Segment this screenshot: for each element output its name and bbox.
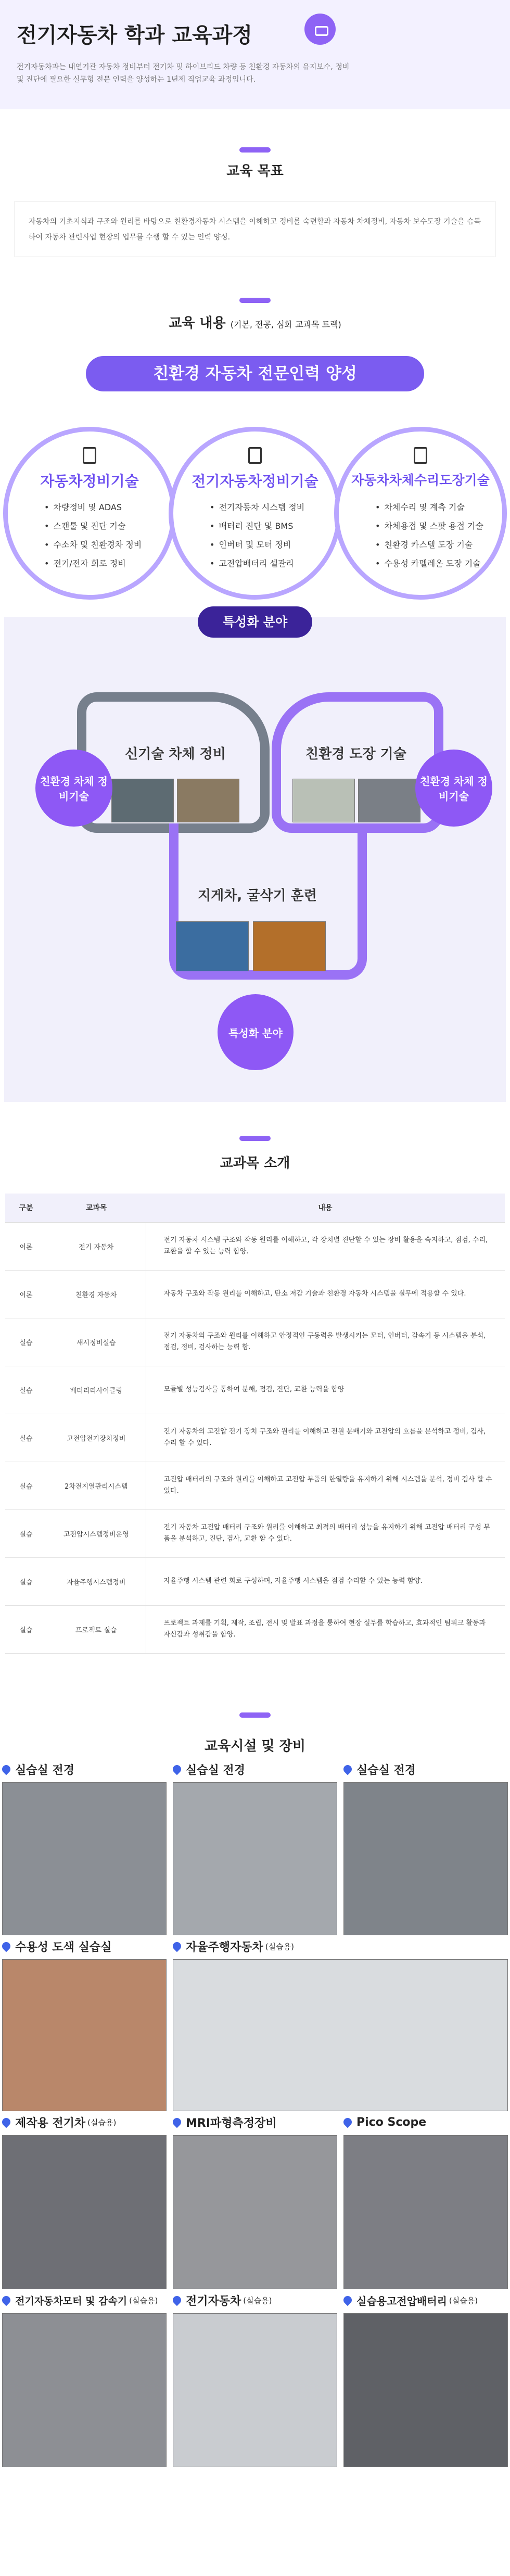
facility-label: 전기자동차모터 및 감속기 [15, 2295, 128, 2307]
hero [0, 0, 510, 109]
facility-label: 실습실 전경 [356, 1763, 416, 1777]
photo-painting [358, 779, 420, 822]
table-row [5, 1605, 505, 1653]
facility-card [343, 1760, 508, 1935]
content-banner: 친환경 자동차 전문인력 양성 [86, 356, 424, 391]
track-item: • 차량정비 및 ADAS [44, 498, 142, 517]
facility-photo [343, 2313, 508, 2467]
content-title [0, 312, 510, 332]
track-item: • 수소차 및 친환경차 정비 [44, 536, 142, 554]
facility-photo [173, 1782, 337, 1935]
location-pin-icon [1, 2116, 12, 2128]
facility-card [2, 2113, 167, 2289]
graduation-cap-icon [304, 14, 336, 45]
facility-photo [2, 1959, 167, 2111]
facility-card [173, 2113, 337, 2289]
bottom-bubble: 특성화 분야 [218, 994, 294, 1070]
cell-type: 실습 [5, 1462, 47, 1509]
facility-card [2, 2291, 167, 2467]
cell-subject: 고전압시스템정비운영 [47, 1509, 146, 1557]
section-divider [239, 1712, 271, 1718]
table-row [5, 1557, 505, 1605]
facility-label: 자율주행자동차 [186, 1940, 263, 1954]
cell-content: 프로젝트 과제를 기획, 제작, 조립, 전시 및 발표 과정을 통하여 현장 실무를 학습하고, 효과적인 팀워크 활동과 자신감과 성취감을 함양. [146, 1605, 505, 1653]
cell-type: 실습 [5, 1509, 47, 1557]
section-divider [239, 147, 271, 153]
location-pin-icon [1, 1940, 12, 1952]
location-pin-icon [342, 2294, 354, 2306]
facility-label: MRI파형측정장비 [186, 2116, 277, 2130]
curriculum-title: 교과목 소개 [220, 1156, 290, 1171]
facility-photo [173, 2135, 337, 2289]
table-row [5, 1270, 505, 1318]
location-pin-icon [342, 2116, 354, 2128]
track-item: • 인버터 및 모터 정비 [210, 536, 304, 554]
goal-text: 자동차의 기초지식과 구조와 원리를 바탕으로 친환경자동차 시스템을 이해하고 정비를 숙련할과 자동차 차체정비, 자동차 보수도장 기술을 습득하여 자동차 관련사업 현장의 업무를 수행 할 수 있는 인력 양성. [15, 201, 495, 257]
page-title: 전기자동차 학과 교육과정 [17, 23, 252, 47]
facility-card [2, 1760, 167, 1935]
facility-photo [173, 2313, 337, 2467]
section-divider [239, 298, 271, 303]
track-item: • 스캔툴 및 진단 기술 [44, 517, 142, 536]
facility-card [2, 1937, 167, 2111]
curriculum-table [5, 1194, 505, 1654]
photo-body-repair [111, 779, 174, 822]
facility-card [173, 2291, 337, 2467]
facility-photo [2, 2135, 167, 2289]
cell-type: 실습 [5, 1414, 47, 1462]
cell-content: 고전압 배터리의 구조와 원리를 이해하고 고전압 부품의 한열량을 유지하기 위해 시스템을 분석, 정비 검사 할 수 있다. [146, 1462, 505, 1509]
track-title: 자동차정비기술 [40, 473, 139, 490]
table-row [5, 1414, 505, 1462]
track-item: • 친환경 카스텔 도장 기술 [375, 536, 483, 554]
location-pin-icon [1, 1763, 12, 1775]
facility-note: (실습용) [449, 2295, 478, 2305]
cell-content: 전기 자동차의 구조와 원리를 이해하고 안정적인 구동력을 발생시키는 모터, 인버터, 감속기 등 시스템을 분석, 점검, 정비, 검사하는 능력 함. [146, 1318, 505, 1366]
photo-excavator [176, 921, 249, 971]
left-label: 신기술 차체 정비 [125, 746, 226, 762]
table-row [5, 1509, 505, 1557]
cell-subject: 2차전지열관리시스템 [47, 1462, 146, 1509]
cell-content: 전기 자동차 시스템 구조와 작동 원리를 이해하고, 각 장치별 진단할 수 있는 장비 활용을 숙지하고, 점검, 수리, 교환을 할 수 있는 능력 함양. [146, 1222, 505, 1270]
track-item: • 배터리 진단 및 BMS [210, 517, 304, 536]
facility-photo [343, 2135, 508, 2289]
track-circle-ev [169, 427, 341, 600]
left-bubble: 친환경 차체 정비기술 [35, 750, 112, 827]
facilities-title: 교육시설 및 장비 [205, 1739, 305, 1754]
right-label: 친환경 도장 기술 [305, 746, 406, 762]
bottom-label: 지게차, 굴삭기 훈련 [198, 888, 317, 904]
track-title: 전기자동차정비기술 [192, 473, 318, 490]
col-header: 구분 [5, 1194, 47, 1222]
facility-note: (실습용) [243, 2295, 272, 2305]
track-item: • 차체수리 및 계측 기술 [375, 498, 483, 517]
cell-content: 자율주행 시스템 관련 회로 구성하며, 자율주행 시스템을 점검 수리할 수 있는 능력 함양. [146, 1557, 505, 1605]
cell-subject: 섀시정비실습 [47, 1318, 146, 1366]
facility-note: (실습용) [265, 1941, 294, 1951]
cell-content: 모듈별 성능검사를 통하여 분해, 점검, 진단, 교환 능력을 함양 [146, 1366, 505, 1414]
cell-subject: 자율주행시스템정비 [47, 1557, 146, 1605]
col-header: 교과목 [47, 1194, 146, 1222]
track-circle-auto [3, 427, 176, 600]
content-title-main: 교육 내용 [169, 315, 226, 331]
location-pin-icon [171, 2294, 183, 2306]
content-subtitle: (기본, 전공, 심화 교과목 트랙) [230, 320, 341, 329]
track-item: • 수용성 카멜레온 도장 기술 [375, 554, 483, 573]
table-row [5, 1462, 505, 1509]
document-icon [414, 447, 427, 464]
location-pin-icon [171, 1763, 183, 1775]
goal-title: 교육 목표 [226, 163, 284, 179]
hero-description: 전기자동차과는 내연기관 자동차 정비부터 전기차 및 하이브리드 차량 등 친환경 자동차의 유지보수, 정비 및 진단에 필요한 실무형 전문 인력을 양성하는 1년제 직업교육 과정입니다. [17, 63, 350, 84]
facility-card [173, 1760, 337, 1935]
location-pin-icon [342, 1763, 354, 1775]
facility-card [343, 2113, 508, 2289]
track-item: • 차체용접 및 스팟 용접 기술 [375, 517, 483, 536]
facility-card [343, 2291, 508, 2467]
track-title: 자동차차체수리도장기술 [351, 473, 490, 488]
location-pin-icon [1, 2294, 12, 2306]
table-header-row [5, 1194, 505, 1222]
document-icon [83, 447, 96, 464]
col-header: 내용 [146, 1194, 505, 1222]
cell-content: 전기 자동차의 고전압 전기 장치 구조와 원리를 이해하고 전원 분배기와 고전압의 흐름을 분석하고 정비, 검사, 수리 할 수 있다. [146, 1414, 505, 1462]
track-item: • 전기/전자 회로 정비 [44, 554, 142, 573]
cell-type: 실습 [5, 1366, 47, 1414]
photo-painting [292, 779, 355, 822]
location-pin-icon [171, 2116, 183, 2128]
cell-type: 실습 [5, 1605, 47, 1653]
cell-type: 실습 [5, 1557, 47, 1605]
photo-body-repair [177, 779, 239, 822]
facility-note: (실습용) [87, 2117, 117, 2127]
cell-subject: 고전압전기장치정비 [47, 1414, 146, 1462]
facility-photo [2, 2313, 167, 2467]
special-tag: 특성화 분야 [198, 606, 312, 638]
location-pin-icon [171, 1940, 183, 1952]
facility-label: 전기자동차 [186, 2294, 241, 2308]
facility-label: 수용성 도색 실습실 [15, 1940, 112, 1954]
facility-label: 실습실 전경 [15, 1763, 74, 1777]
cell-subject: 배터리리사이클링 [47, 1366, 146, 1414]
cell-type: 이론 [5, 1222, 47, 1270]
table-row [5, 1222, 505, 1270]
facility-label: 실습실 전경 [186, 1763, 245, 1777]
section-divider [239, 1136, 271, 1141]
cell-subject: 전기 자동차 [47, 1222, 146, 1270]
photo-forklift [253, 921, 326, 971]
table-row [5, 1366, 505, 1414]
right-bubble: 친환경 차체 정비기술 [415, 750, 492, 827]
facility-photo [2, 1782, 167, 1935]
facility-card [173, 1937, 508, 2111]
cell-subject: 프로젝트 실습 [47, 1605, 146, 1653]
facility-photo [343, 1782, 508, 1935]
track-item: • 전기자동차 시스템 정비 [210, 498, 304, 517]
document-icon [248, 447, 262, 464]
track-item: • 고전압배터리 셀관리 [210, 554, 304, 573]
track-circle-body [334, 427, 507, 600]
table-row [5, 1318, 505, 1366]
cell-subject: 친환경 자동차 [47, 1270, 146, 1318]
facility-note: (실습용) [129, 2295, 158, 2305]
cell-type: 실습 [5, 1318, 47, 1366]
cell-type: 이론 [5, 1270, 47, 1318]
facility-label: Pico Scope [356, 2115, 427, 2129]
cell-content: 자동차 구조와 작동 원리를 이해하고, 탄소 저감 기술과 친환경 자동차 시스템을 실무에 적용할 수 있다. [146, 1270, 505, 1318]
cell-content: 전기 자동차 고전압 배터리 구조와 원리를 이해하고 최적의 배터리 성능을 유지하기 위해 고전압 배터리 구성 부품을 분석하고, 진단, 검사, 교환 할 수 있다. [146, 1509, 505, 1557]
facility-label: 제작용 전기차 [15, 2116, 86, 2130]
facility-photo [173, 1959, 508, 2111]
facility-label: 실습용고전압배터리 [356, 2294, 447, 2307]
